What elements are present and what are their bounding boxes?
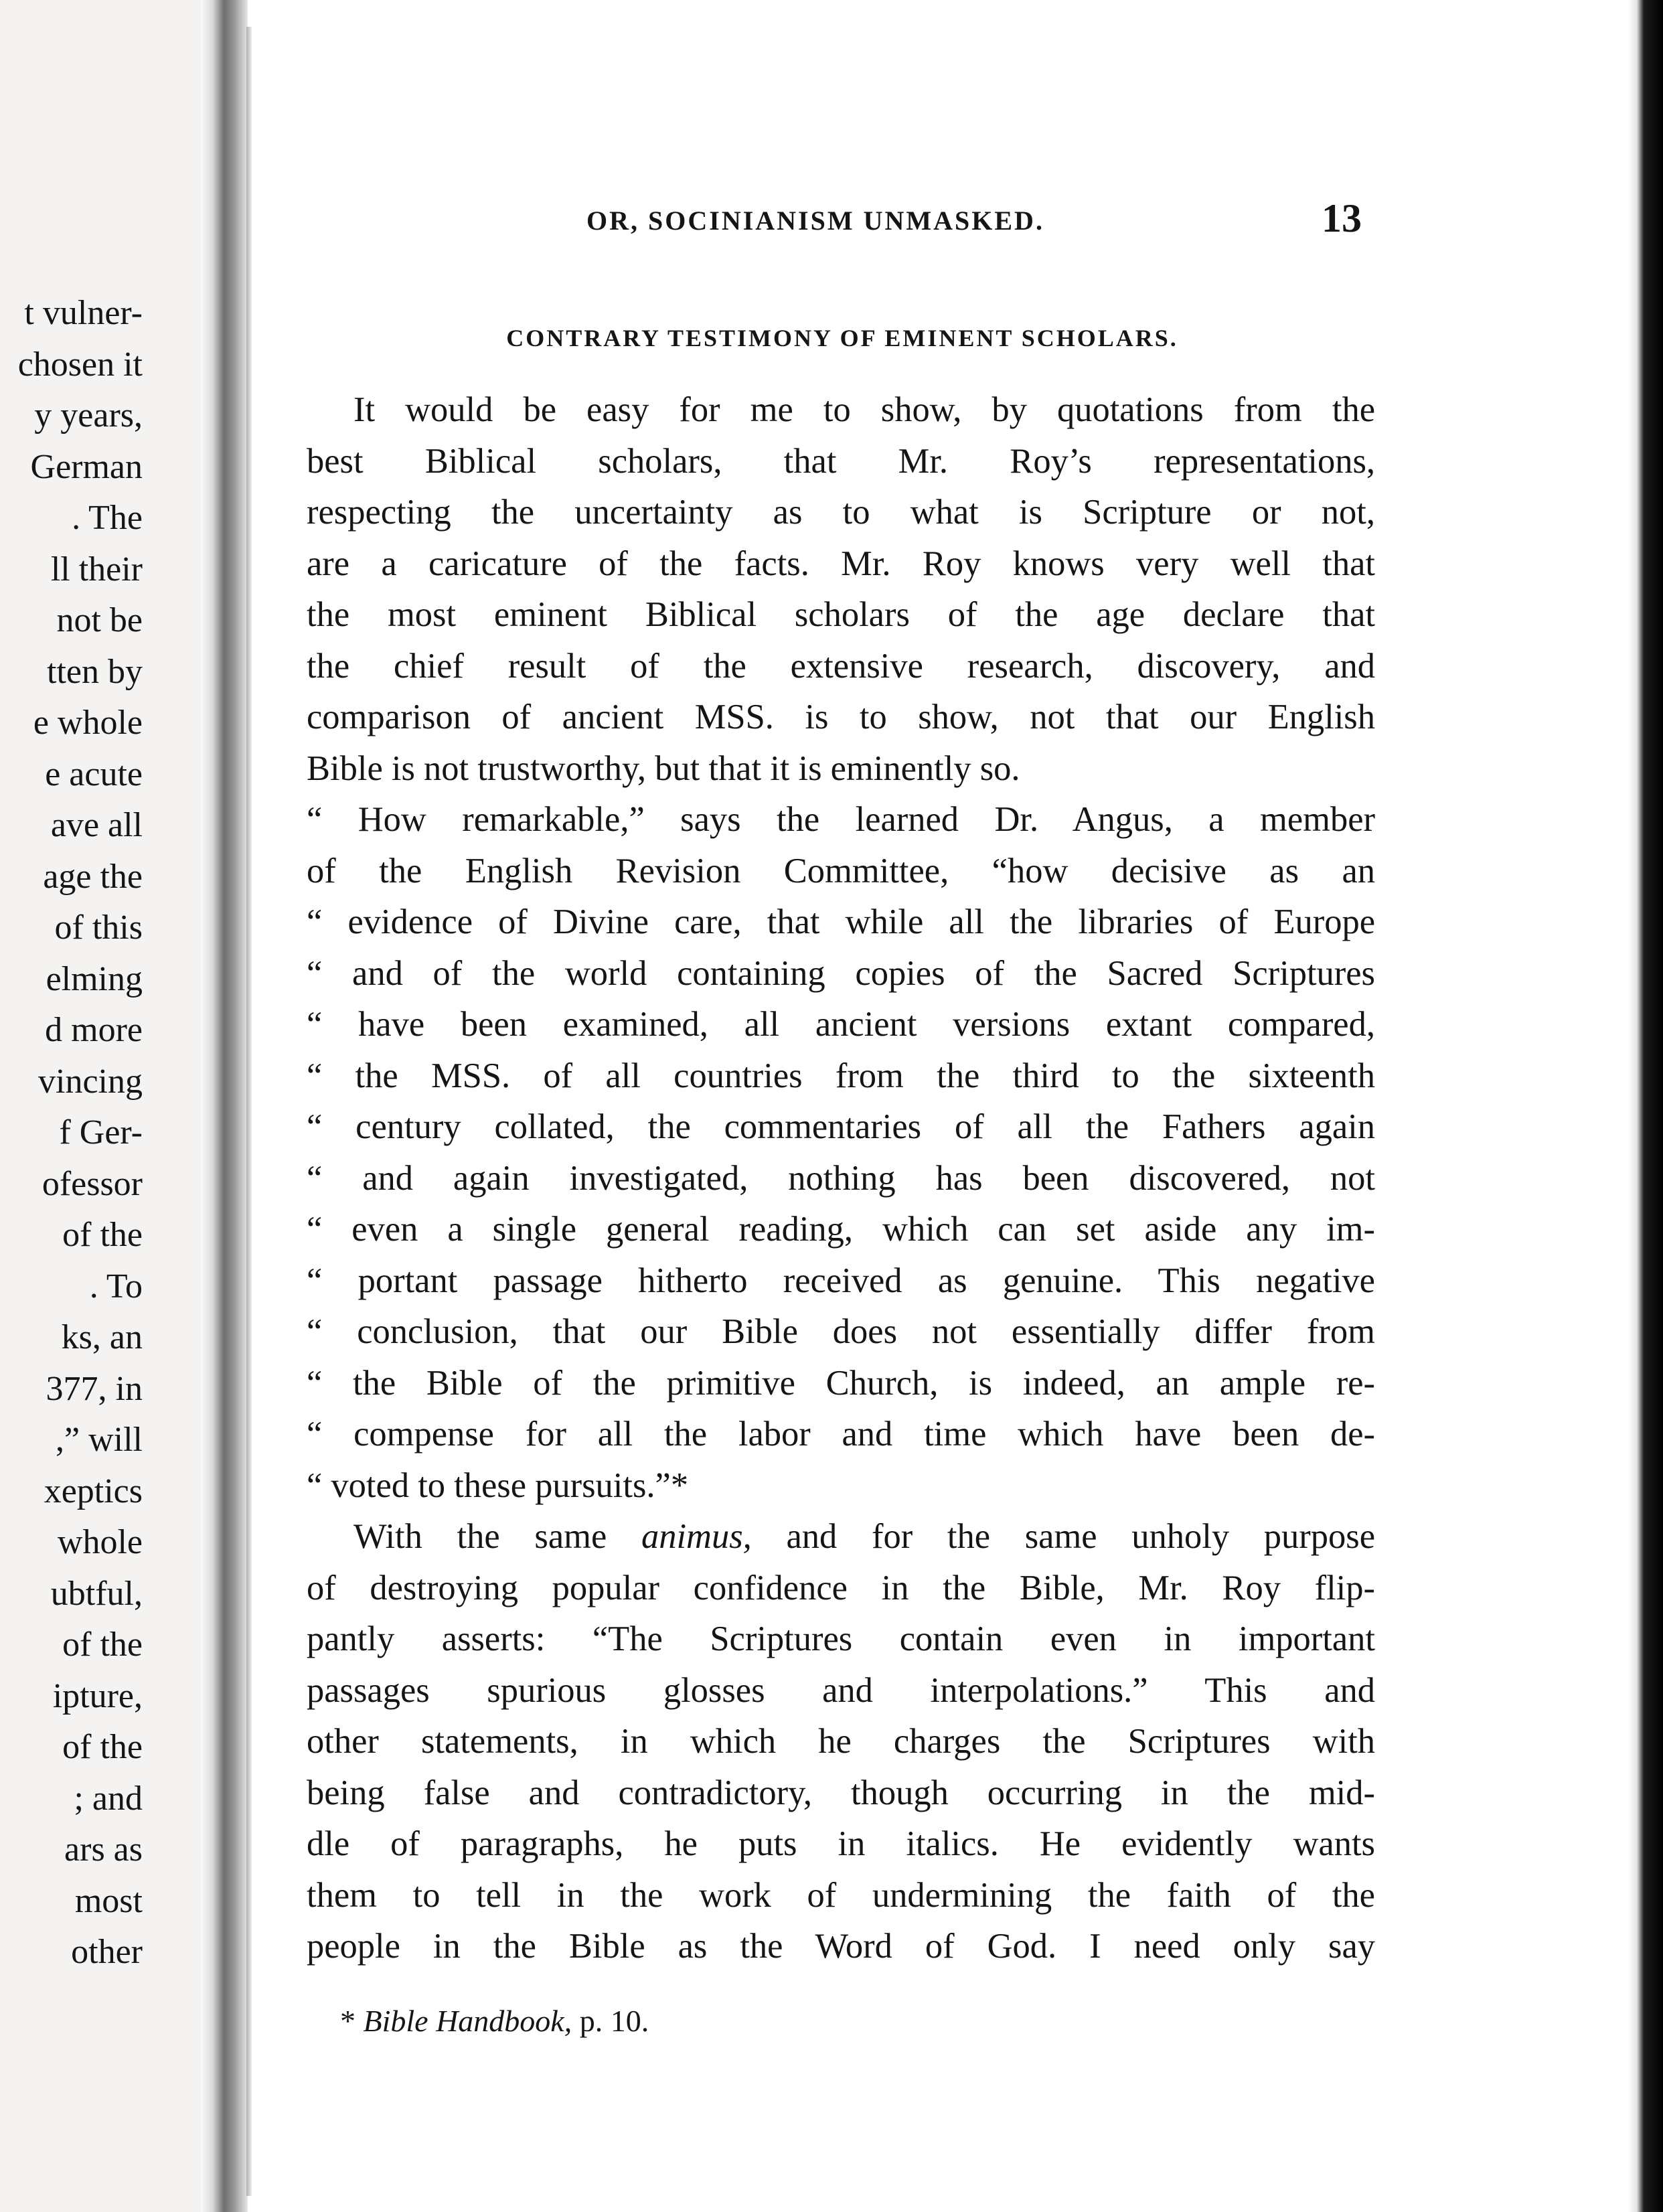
page-edge-shadow (246, 27, 252, 2196)
running-title: OR, SOCINIANISM UNMASKED. (586, 206, 1044, 236)
text-line: comparison of ancient MSS. is to show, not that our English (307, 698, 1375, 736)
text-line: passages spurious glosses and interpolations.” This and (307, 1670, 1375, 1710)
left-page-line: d more (45, 1011, 143, 1049)
left-page-line: not be (56, 601, 143, 639)
section-heading: CONTRARY TESTIMONY OF EMINENT SCHOLARS. (506, 325, 1178, 351)
text-line: It would be easy for me to show, by quotations from the (353, 390, 1375, 429)
left-page-line: whole (57, 1523, 143, 1561)
text-line: “ evidence of Divine care, that while all the libraries of Europe (307, 902, 1375, 941)
text-line: “ conclusion, that our Bible does not essentially differ from (307, 1312, 1375, 1351)
left-page-line: t vulner- (24, 294, 143, 332)
left-page-line: ave all (50, 806, 143, 844)
left-page-fragment (0, 0, 228, 2212)
body-text (307, 384, 1375, 1972)
left-page-line: ipture, (52, 1676, 143, 1715)
text-line: being false and contradictory, though occurring in the mid- (307, 1773, 1375, 1812)
text-line: them to tell in the work of undermining the faith of the (307, 1875, 1375, 1915)
left-page-line: y years, (34, 396, 143, 434)
left-page-line: e acute (45, 755, 143, 793)
text-fragment: and for the same unholy purpose (786, 1517, 1376, 1556)
text-line: “ voted to these pursuits.”* (307, 1466, 689, 1505)
paragraph-1 (307, 384, 1375, 1511)
text-line: “ How remarkable,” says the learned Dr. Angus, a member (307, 800, 1375, 839)
footnote-marker: * (340, 2004, 355, 2038)
left-page-line: f Ger- (59, 1113, 143, 1152)
text-line: “ the Bible of the primitive Church, is indeed, an ample re- (307, 1363, 1375, 1403)
text-line: people in the Bible as the Word of God. I need only say (307, 1927, 1375, 1966)
text-line: “ and again investigated, nothing has been discovered, not (307, 1158, 1375, 1198)
left-page-line: ll their (50, 550, 143, 588)
text-line: respecting the uncertainty as to what is Scripture or not, (307, 493, 1375, 532)
scan-border (1628, 0, 1663, 2212)
left-page-line: chosen it (17, 345, 143, 384)
left-page-line: of this (54, 908, 143, 947)
footnote-title: Bible Handbook, (363, 2004, 572, 2038)
text-line: “ the MSS. of all countries from the third to the sixteenth (307, 1056, 1375, 1095)
text-line: the most eminent Biblical scholars of the age declare that (307, 595, 1375, 634)
left-page-line: ubtful, (50, 1574, 143, 1613)
page-number: 13 (1322, 196, 1362, 240)
footnote (340, 2003, 649, 2039)
text-line: “ century collated, the commentaries of all the Fathers again (307, 1107, 1375, 1146)
left-page-line: of the (62, 1728, 143, 1766)
left-page-line: ofessor (42, 1164, 143, 1203)
text-line: “ compense for all the labor and time which have been de- (307, 1415, 1375, 1453)
text-line: pantly asserts: “The Scriptures contain even in important (307, 1620, 1375, 1658)
text-line (307, 1511, 1375, 1563)
left-page-line: of the (62, 1626, 143, 1664)
book-page (307, 0, 1378, 2212)
text-line: the chief result of the extensive research, discovery, and (307, 646, 1375, 686)
text-line: “ and of the world containing copies of the Sacred Scriptures (307, 953, 1375, 993)
text-fragment: With the same (353, 1517, 607, 1556)
text-line: are a caricature of the facts. Mr. Roy knows very well that (307, 544, 1375, 583)
left-page-line: ars as (64, 1830, 143, 1869)
left-page-line: e whole (33, 704, 143, 742)
book-gutter (201, 0, 248, 2212)
text-line: Bible is not trustworthy, but that it is eminently so. (307, 748, 1020, 788)
left-page-line: ; and (74, 1779, 143, 1818)
left-page-line: most (74, 1881, 143, 1920)
text-line: “ have been examined, all ancient versions extant compared, (307, 1005, 1375, 1044)
left-page-line: other (71, 1933, 143, 1971)
text-line: best Biblical scholars, that Mr. Roy’s representations, (307, 441, 1375, 481)
paragraph-2 (307, 1563, 1375, 1972)
footnote-page: p. 10. (579, 2004, 649, 2038)
left-page-line: . To (89, 1267, 143, 1306)
running-head (307, 196, 1378, 252)
italic-word: animus, (641, 1517, 752, 1556)
text-line: “ even a single general reading, which can set aside any im- (307, 1210, 1375, 1249)
text-line: dle of paragraphs, he puts in italics. He evidently wants (307, 1824, 1375, 1863)
text-line: other statements, in which he charges the Scriptures with (307, 1722, 1375, 1761)
left-page-line: of the (62, 1216, 143, 1254)
left-page-text (0, 288, 143, 1978)
left-page-line: xeptics (44, 1472, 143, 1510)
left-page-line: German (30, 447, 143, 486)
left-page-line: elming (46, 959, 143, 998)
left-page-line: 377, in (46, 1369, 143, 1408)
text-line: of destroying popular confidence in the Bible, Mr. Roy flip- (307, 1568, 1375, 1607)
text-line: “ portant passage hitherto received as genuine. This negative (307, 1261, 1375, 1300)
left-page-line: age the (43, 857, 143, 896)
left-page-line: tten by (47, 652, 143, 691)
left-page-line: ks, an (61, 1318, 143, 1356)
left-page-line: . The (72, 499, 143, 537)
text-line: of the English Revision Committee, “how decisive as an (307, 851, 1375, 890)
left-page-line: vincing (38, 1062, 143, 1101)
left-page-line: ,” will (56, 1421, 143, 1459)
